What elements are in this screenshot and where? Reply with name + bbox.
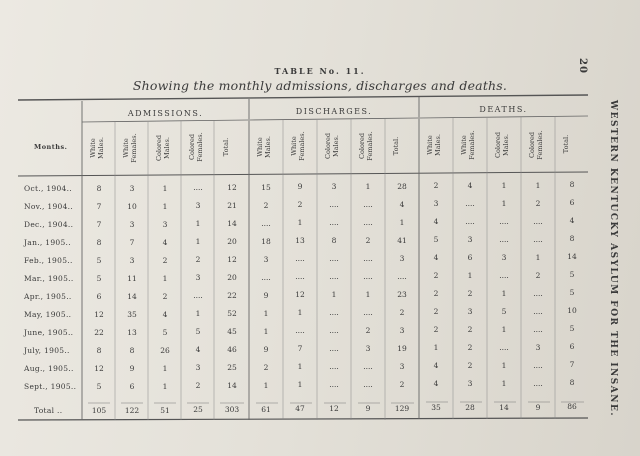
table-cell: 1 <box>501 180 507 190</box>
table-cell: 2 <box>263 362 269 372</box>
total-cell: 122 <box>124 405 140 415</box>
table-cell: 3 <box>501 252 507 262</box>
table-cell: 1 <box>331 290 337 300</box>
totals-label: Total .. <box>34 406 63 415</box>
table-cell: .... <box>329 308 339 318</box>
table-cell: 9 <box>263 344 269 354</box>
table-cell: 2 <box>433 307 439 317</box>
table-cell: 3 <box>399 325 405 335</box>
table-cell: 2 <box>467 289 473 299</box>
table-cell: 20 <box>227 273 237 282</box>
table-cell: 7 <box>129 237 135 247</box>
table-cell: 3 <box>129 219 135 229</box>
month-label: June, 1905.. <box>24 328 74 337</box>
table-cell: .... <box>499 270 509 280</box>
group-rule-deaths <box>420 116 588 118</box>
table-cell: 1 <box>535 180 541 190</box>
column-header-line: Colored <box>324 133 332 160</box>
total-cell: 14 <box>499 402 509 412</box>
table-cell: .... <box>329 200 339 210</box>
table-cell: 28 <box>397 181 407 191</box>
column-header-line: White <box>89 138 97 158</box>
column-header-line: White <box>290 136 298 157</box>
table-cell: 1 <box>467 271 473 281</box>
table-cell: 4 <box>433 361 439 371</box>
table-cell: 1 <box>501 378 507 388</box>
table-cell: 4 <box>467 181 473 191</box>
table-cell: 1 <box>162 183 168 193</box>
table-cell: 13 <box>295 236 305 246</box>
table-cell: .... <box>193 183 203 193</box>
table-cell: .... <box>329 344 339 354</box>
total-cell: 61 <box>261 404 271 414</box>
table-cell: .... <box>329 362 339 372</box>
table-cell: .... <box>329 218 339 228</box>
month-label: July, 1905.. <box>24 346 70 355</box>
month-label: Sept., 1905.. <box>24 382 77 391</box>
table-cell: 3 <box>195 201 201 211</box>
table-cell: 45 <box>227 327 237 336</box>
column-header <box>222 124 242 170</box>
table-cell: 1 <box>297 308 303 318</box>
table-title: Showing the monthly admissions, discharges and deaths. <box>132 78 508 93</box>
table-cell: 6 <box>129 381 135 391</box>
table-cell: 3 <box>535 342 541 352</box>
table-cell: 3 <box>467 307 473 317</box>
table-cell: 4 <box>433 379 439 389</box>
table-cell: 41 <box>397 235 407 245</box>
table-cell: 3 <box>467 379 473 389</box>
column-header-line: Females. <box>130 133 138 163</box>
table-cell: 5 <box>569 270 575 280</box>
table-cell: 2 <box>195 255 201 265</box>
table-cell: 2 <box>365 235 371 245</box>
column-header <box>494 122 514 168</box>
column-header <box>188 124 208 170</box>
column-header <box>392 123 412 169</box>
total-cell: 35 <box>431 403 441 413</box>
table-cell: 3 <box>129 255 135 265</box>
table-cell: 18 <box>261 236 271 246</box>
column-header-line: Females. <box>468 130 476 160</box>
table-cell: 2 <box>399 379 405 389</box>
column-header-line: Males. <box>332 135 340 158</box>
table-cell: 46 <box>227 345 237 354</box>
column-header <box>256 124 276 170</box>
table-cell: 2 <box>467 325 473 335</box>
table-cell: .... <box>533 360 543 370</box>
column-header-line: White <box>426 135 434 156</box>
table-cell: .... <box>363 199 373 209</box>
table-cell: 4 <box>433 253 439 263</box>
table-cell: 5 <box>501 306 507 316</box>
bottom-rule <box>18 418 588 420</box>
table-cell: .... <box>465 199 475 209</box>
month-label: Jan., 1905.. <box>24 238 71 247</box>
table-cell: 3 <box>399 361 405 371</box>
table-cell: 15 <box>261 182 271 192</box>
table-cell: 8 <box>96 184 102 193</box>
table-cell: 2 <box>162 255 168 265</box>
column-header <box>426 122 446 168</box>
column-header-line: Males. <box>434 134 442 157</box>
table-cell: 21 <box>227 201 237 210</box>
column-header-line: White <box>122 138 130 158</box>
table-cell: 2 <box>365 325 371 335</box>
table-cell: .... <box>295 326 305 336</box>
table-cell: .... <box>363 253 373 263</box>
table-cell: 12 <box>227 255 237 264</box>
column-header <box>562 121 582 167</box>
table-cell: 2 <box>433 271 439 281</box>
table-cell: 12 <box>94 310 104 319</box>
table-cell: 1 <box>501 360 507 370</box>
table-cell: 8 <box>569 234 575 244</box>
table-cell: 8 <box>569 378 575 388</box>
column-header-line: Females. <box>298 131 306 162</box>
table-cell: 19 <box>397 343 407 353</box>
table-cell: 2 <box>297 200 303 210</box>
column-header-line: Total. <box>222 137 230 157</box>
table-cell: 1 <box>433 343 439 353</box>
column-header-line: Females. <box>196 132 204 162</box>
table-cell: 1 <box>263 380 269 390</box>
table-cell: .... <box>533 288 543 298</box>
table-cell: .... <box>533 306 543 316</box>
table-cell: .... <box>261 272 271 282</box>
table-cell: 14 <box>227 219 237 228</box>
table-cell: .... <box>329 326 339 336</box>
table-cell: 5 <box>96 256 102 265</box>
month-label: Feb., 1905.. <box>24 256 73 265</box>
table-cell: .... <box>363 217 373 227</box>
table-cell: 1 <box>162 363 168 373</box>
column-header-line: Males. <box>502 134 510 156</box>
column-header-line: Females. <box>366 131 374 161</box>
column-header-line: Males. <box>97 137 105 159</box>
column-header <box>290 123 310 169</box>
table-cell: 8 <box>96 238 102 247</box>
table-cell: 52 <box>227 309 237 318</box>
group-rule-admissions <box>82 120 248 122</box>
column-header-line: White <box>460 135 468 155</box>
table-cell: 14 <box>127 291 137 301</box>
table-cell: 11 <box>127 273 137 283</box>
table-cell: .... <box>261 218 271 228</box>
table-cell: 1 <box>297 218 303 228</box>
table-cell: .... <box>397 271 407 281</box>
table-cell: 12 <box>227 183 237 192</box>
table-cell: .... <box>329 380 339 390</box>
table-cell: .... <box>499 342 509 352</box>
table-cell: 14 <box>567 252 577 262</box>
table-cell: .... <box>363 271 373 281</box>
table-cell: .... <box>295 254 305 264</box>
table-cell: 2 <box>195 381 201 391</box>
table-cell: 1 <box>399 217 405 227</box>
month-label: Aug., 1905.. <box>24 364 74 373</box>
table-cell: 3 <box>331 182 337 192</box>
table-cell: 3 <box>399 253 405 263</box>
table-cell: 2 <box>263 200 269 210</box>
column-header-line: Total. <box>392 136 400 155</box>
table-cell: 14 <box>227 381 237 390</box>
table-cell: 1 <box>501 324 507 334</box>
table-cell: .... <box>533 324 543 334</box>
table-cell: 10 <box>567 306 577 316</box>
table-cell: .... <box>329 254 339 264</box>
table-cell: 4 <box>162 309 168 319</box>
table-cell: 3 <box>433 199 439 209</box>
table-cell: .... <box>465 217 475 227</box>
table-cell: 2 <box>399 307 405 317</box>
total-cell: 47 <box>295 404 305 414</box>
table-cell: 4 <box>569 216 575 226</box>
month-label: Apr., 1905.. <box>24 292 72 301</box>
total-cell: 28 <box>465 403 475 413</box>
table-cell: 22 <box>94 328 104 337</box>
table-cell: 1 <box>263 308 269 318</box>
column-header <box>324 123 344 169</box>
table-cell: 26 <box>160 345 170 355</box>
table-cell: 6 <box>467 253 473 263</box>
table-cell: 9 <box>129 363 135 373</box>
table-cell: 12 <box>295 290 305 300</box>
table-cell: 1 <box>263 326 269 336</box>
table-cell: 35 <box>127 309 137 319</box>
table-cell: .... <box>329 272 339 282</box>
table-cell: .... <box>295 272 305 282</box>
table-cell: 1 <box>501 288 507 298</box>
table-cell: 13 <box>127 327 137 337</box>
table-cell: 9 <box>263 290 269 300</box>
table-cell: 3 <box>263 254 269 264</box>
column-header <box>89 125 109 171</box>
table-cell: 5 <box>96 382 102 391</box>
table-cell: 1 <box>365 181 371 191</box>
table-cell: 7 <box>96 202 102 211</box>
table-cell: 2 <box>433 325 439 335</box>
total-cell: 25 <box>193 405 203 415</box>
month-label: Oct., 1904.. <box>24 184 72 193</box>
table-cell: 12 <box>94 364 104 373</box>
table-cell: 1 <box>501 198 507 208</box>
group-deaths: DEATHS. <box>479 105 528 114</box>
table-cell: 5 <box>433 235 439 245</box>
month-label: Nov., 1904.. <box>24 202 74 211</box>
table-cell: 5 <box>162 327 168 337</box>
table-cell: 8 <box>96 346 102 355</box>
table-cell: 2 <box>433 289 439 299</box>
table-cell: 7 <box>569 360 575 370</box>
table-cell: 7 <box>96 220 102 229</box>
table-cell: 2 <box>535 198 541 208</box>
total-cell: 12 <box>329 404 339 414</box>
column-header-line: Colored <box>358 132 366 159</box>
table-cell: 22 <box>227 291 237 300</box>
group-admissions: ADMISSIONS. <box>127 109 204 118</box>
table-cell: .... <box>363 307 373 317</box>
table-cell: .... <box>193 291 203 301</box>
table-cell: 6 <box>96 292 102 301</box>
running-head: WESTERN KENTUCKY ASYLUM FOR THE INSANE. <box>608 100 618 417</box>
table-cell: 3 <box>365 343 371 353</box>
table-cell: 4 <box>162 237 168 247</box>
table-cell: .... <box>533 216 543 226</box>
table-cell: 1 <box>195 309 201 319</box>
table-cell: 8 <box>129 345 135 355</box>
column-header <box>528 122 548 168</box>
table-cell: 8 <box>569 180 575 190</box>
table-cell: 1 <box>297 380 303 390</box>
table-cell: 23 <box>397 289 407 299</box>
column-header-line: Total. <box>562 135 570 154</box>
table-cell: 4 <box>195 345 201 355</box>
table-cell: 8 <box>331 236 337 246</box>
column-header-line: Females. <box>536 130 544 160</box>
table-cell: .... <box>363 379 373 389</box>
total-cell: 105 <box>91 406 107 415</box>
table-cell: 5 <box>569 288 575 298</box>
months-header: Months. <box>34 143 68 151</box>
total-cell: 129 <box>394 403 410 413</box>
table-cell: .... <box>363 361 373 371</box>
table-cell: .... <box>499 216 509 226</box>
table-cell: 4 <box>399 199 405 209</box>
total-cell: 86 <box>567 402 577 412</box>
column-header <box>122 125 142 171</box>
month-label: Dec., 1904.. <box>24 220 74 229</box>
table-cell: 25 <box>227 363 237 372</box>
table-cell: 1 <box>195 237 201 247</box>
month-label: Mar., 1905.. <box>24 274 74 283</box>
table-cell: .... <box>533 378 543 388</box>
column-header <box>358 123 378 169</box>
column-header <box>155 125 175 171</box>
table-cell: 2 <box>433 181 439 191</box>
table-cell: 1 <box>195 219 201 229</box>
table-cell: 2 <box>535 270 541 280</box>
table-cell: 3 <box>467 235 473 245</box>
table-cell: 1 <box>162 273 168 283</box>
column-header <box>460 122 480 168</box>
column-header-line: Colored <box>528 131 536 158</box>
table-cell: 20 <box>227 237 237 246</box>
table-label: TABLE No. 11. <box>274 66 366 76</box>
total-cell: 9 <box>535 402 541 412</box>
table-cell: 1 <box>297 362 303 372</box>
total-cell: 9 <box>365 403 371 413</box>
table-cell: 3 <box>195 273 201 283</box>
table-cell: 7 <box>297 344 303 354</box>
table-cell: .... <box>533 234 543 244</box>
column-header-line: Males. <box>264 135 272 158</box>
table-cell: 1 <box>535 252 541 262</box>
table-cell: 3 <box>195 363 201 373</box>
table-cell: 5 <box>569 324 575 334</box>
table-cell: 9 <box>297 182 303 192</box>
column-header-line: Colored <box>188 134 196 161</box>
table-cell: 5 <box>195 327 201 337</box>
column-header-line: Colored <box>494 131 502 158</box>
table-cell: 4 <box>433 217 439 227</box>
table-cell: 1 <box>162 381 168 391</box>
table-cell: 5 <box>96 274 102 283</box>
column-header-line: Colored <box>155 134 163 161</box>
top-rule <box>18 95 588 100</box>
table-cell: 1 <box>365 289 371 299</box>
table-cell: 10 <box>127 201 137 211</box>
column-header-line: Males. <box>163 136 171 159</box>
header-bottom-rule <box>18 172 588 176</box>
table-cell: 2 <box>467 343 473 353</box>
group-rule-discharges <box>250 118 418 120</box>
table-cell: 6 <box>569 342 575 352</box>
table-cell: 3 <box>129 183 135 193</box>
total-cell: 51 <box>160 405 170 415</box>
table-cell: 2 <box>467 361 473 371</box>
total-cell: 303 <box>224 405 240 414</box>
group-discharges: DISCHARGES. <box>295 107 373 116</box>
table-cell: 2 <box>162 291 168 301</box>
column-header-line: White <box>256 137 264 157</box>
table-cell: .... <box>499 234 509 244</box>
page-number: 20 <box>577 58 588 74</box>
month-label: May, 1905.. <box>24 310 72 319</box>
table-cell: 1 <box>162 201 168 211</box>
table-cell: 6 <box>569 198 575 208</box>
table-cell: 3 <box>162 219 168 229</box>
